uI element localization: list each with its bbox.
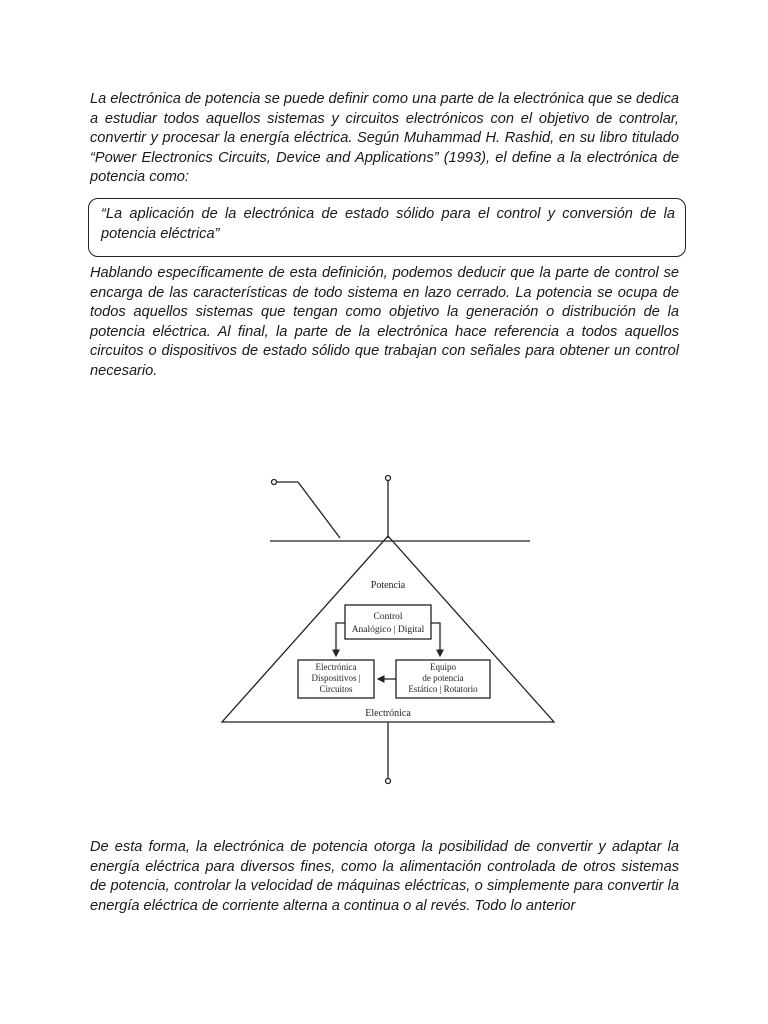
arrow-control-to-equipment <box>431 623 440 656</box>
right-box-line1: Equipo <box>430 662 456 672</box>
top-terminal <box>386 476 391 481</box>
left-box-line2: Dispositivos | <box>311 673 361 683</box>
bottom-label: Electrónica <box>365 708 411 719</box>
right-box-line2: de potencia <box>422 673 464 683</box>
right-box-line3: Estático | Rotatorio <box>408 684 478 694</box>
left-box-line3: Circuitos <box>319 684 353 694</box>
definition-quote-box <box>88 198 686 257</box>
intro-paragraph: La electrónica de potencia se puede definir como una parte de la electrónica que se dedica a estudiar todos aquellos sistemas y circuitos electrónicos con el objetivo de controlar, convertir y procesar la energía eléctrica. Según Muhammad H. Rashid, en su libro titulado “Power Electronics Circuits, Device and Applications” (1993), el define a la electrónica de potencia como: <box>90 91 680 186</box>
definition-quote-text: “La aplicación de la electrónica de estado sólido para el control y conversión de la potencia eléctrica” <box>101 206 675 242</box>
bottom-terminal <box>386 779 391 784</box>
top-label: Potencia <box>370 580 406 591</box>
control-box-line1: Control <box>373 612 403 622</box>
control-box-line2: Analógico | Digital <box>351 625 425 635</box>
conclusion-paragraph: De esta forma, la electrónica de potencia otorga la posibilidad de convertir y adaptar la energía eléctrica para diversos fines, como la alimentación controlada de otros sistemas de potencia, controlar la velocidad de máquinas eléctricas, o simplemente para convertir la energía eléctrica de corriente alterna a continua o al revés. Todo lo anterior <box>90 839 679 914</box>
arrow-control-to-electronics <box>336 623 345 656</box>
switch-terminal <box>272 480 277 485</box>
switch-blade <box>298 482 340 538</box>
explanation-paragraph: Hablando específicamente de esta definición, podemos deducir que la parte de control se encarga de las características de todo sistema en lazo cerrado. La potencia se ocupa de todos aquellos sistemas que tengan como objetivo la generación o distribución de la potencia eléctrica. Al final, la parte de la electrónica hace referencia a todos aquellos circuitos o dispositivos de estado sólido que trabajan con señales para obtener un control necesario. <box>90 265 679 379</box>
power-electronics-diagram <box>200 448 580 798</box>
left-box-line1: Electrónica <box>315 662 357 672</box>
